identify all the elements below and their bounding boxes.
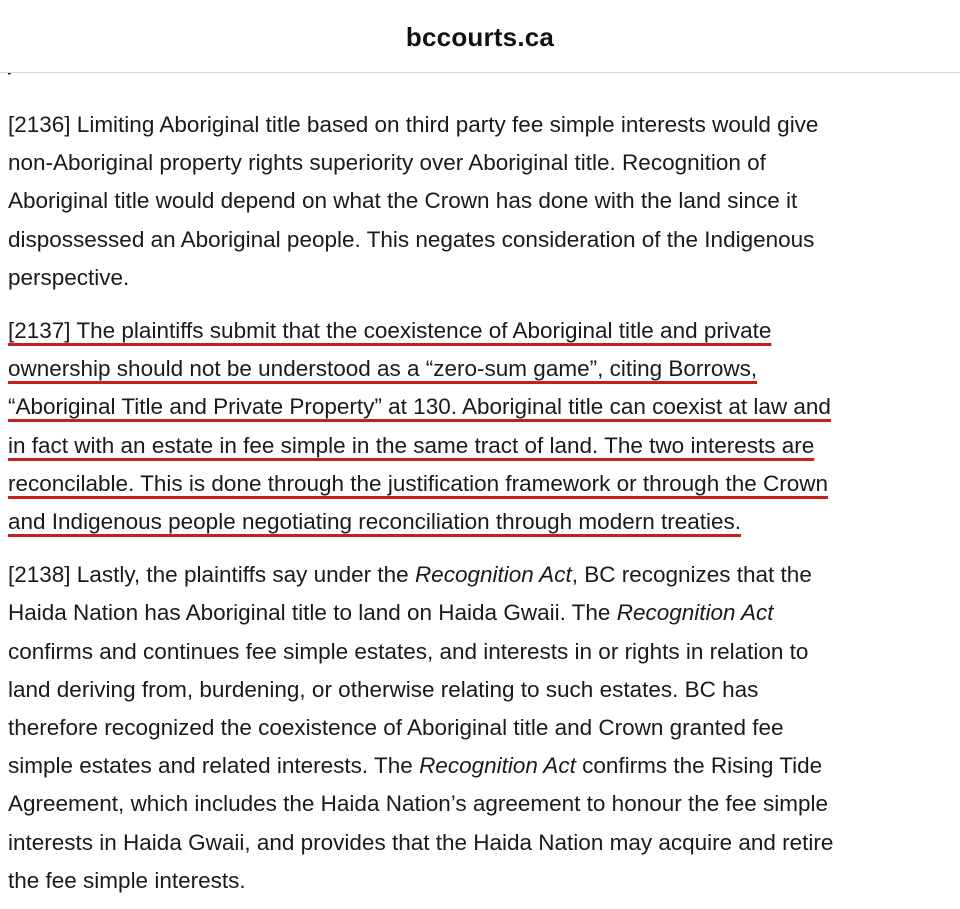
browser-address-bar[interactable]	[0, 0, 960, 73]
text-line: therefore recognized the coexistence of Aboriginal title and Crown granted fee	[8, 715, 784, 741]
paragraph-2136	[8, 106, 954, 297]
text-segment: confirms the Rising Tide	[575, 753, 823, 779]
text-line	[8, 350, 954, 388]
text-segment: Haida Nation has Aboriginal title to land on Haida Gwaii. The	[8, 600, 617, 626]
text-line: non-Aboriginal property rights superiority over Aboriginal title. Recognition of	[8, 150, 766, 176]
text-line: Aboriginal title would depend on what the Crown has done with the land since it	[8, 188, 798, 214]
judgment-text	[8, 106, 954, 900]
underlined-text: reconcilable. This is done through the justification framework or through the Crown	[8, 470, 829, 496]
site-domain[interactable]: bccourts.ca	[405, 22, 555, 52]
underlined-text: “Aboriginal Title and Private Property” at 130. Aboriginal title can coexist at law and	[8, 394, 831, 420]
act-title: Recognition Act	[419, 753, 576, 779]
text-segment: [2138] Lastly, the plaintiffs say under the	[8, 562, 415, 588]
text-segment: , BC recognizes that the	[571, 562, 812, 588]
text-line	[8, 427, 954, 465]
underlined-text: and Indigenous people negotiating reconciliation through modern treaties.	[8, 509, 742, 535]
underlined-text: ownership should not be understood as a “zero-sum game”, citing Borrows,	[8, 356, 758, 382]
text-line	[8, 503, 954, 541]
act-title: Recognition Act	[414, 562, 572, 588]
text-line: [2136] Limiting Aboriginal title based on third party fee simple interests would give	[8, 112, 819, 137]
text-line	[8, 556, 954, 594]
text-line: Agreement, which includes the Haida Nation’s agreement to honour the fee simple	[8, 791, 829, 817]
act-title: Recognition Act	[616, 600, 774, 626]
underlined-text: in fact with an estate in fee simple in the same tract of land. The two interests are	[8, 432, 815, 458]
underlined-text: [2137] The plaintiffs submit that the coexistence of Aboriginal title and private	[8, 318, 772, 344]
paragraph-2138	[8, 556, 954, 900]
text-line: perspective.	[8, 264, 130, 290]
text-line: dispossessed an Aboriginal people. This negates consideration of the Indigenous	[8, 226, 815, 252]
text-line: interests in Haida Gwaii, and provides that the Haida Nation may acquire and retire	[8, 829, 834, 855]
paragraph-2137	[8, 312, 954, 541]
text-line	[8, 312, 954, 350]
text-line: the fee simple interests.	[8, 867, 246, 893]
text-line	[8, 747, 954, 785]
text-line	[8, 594, 954, 632]
text-line	[8, 388, 954, 426]
text-line: land deriving from, burdening, or otherwise relating to such estates. BC has	[8, 676, 759, 702]
text-segment: simple estates and related interests. The	[8, 753, 420, 779]
text-line	[8, 465, 954, 503]
text-line: confirms and continues fee simple estates, and interests in or rights in relation to	[8, 638, 809, 664]
